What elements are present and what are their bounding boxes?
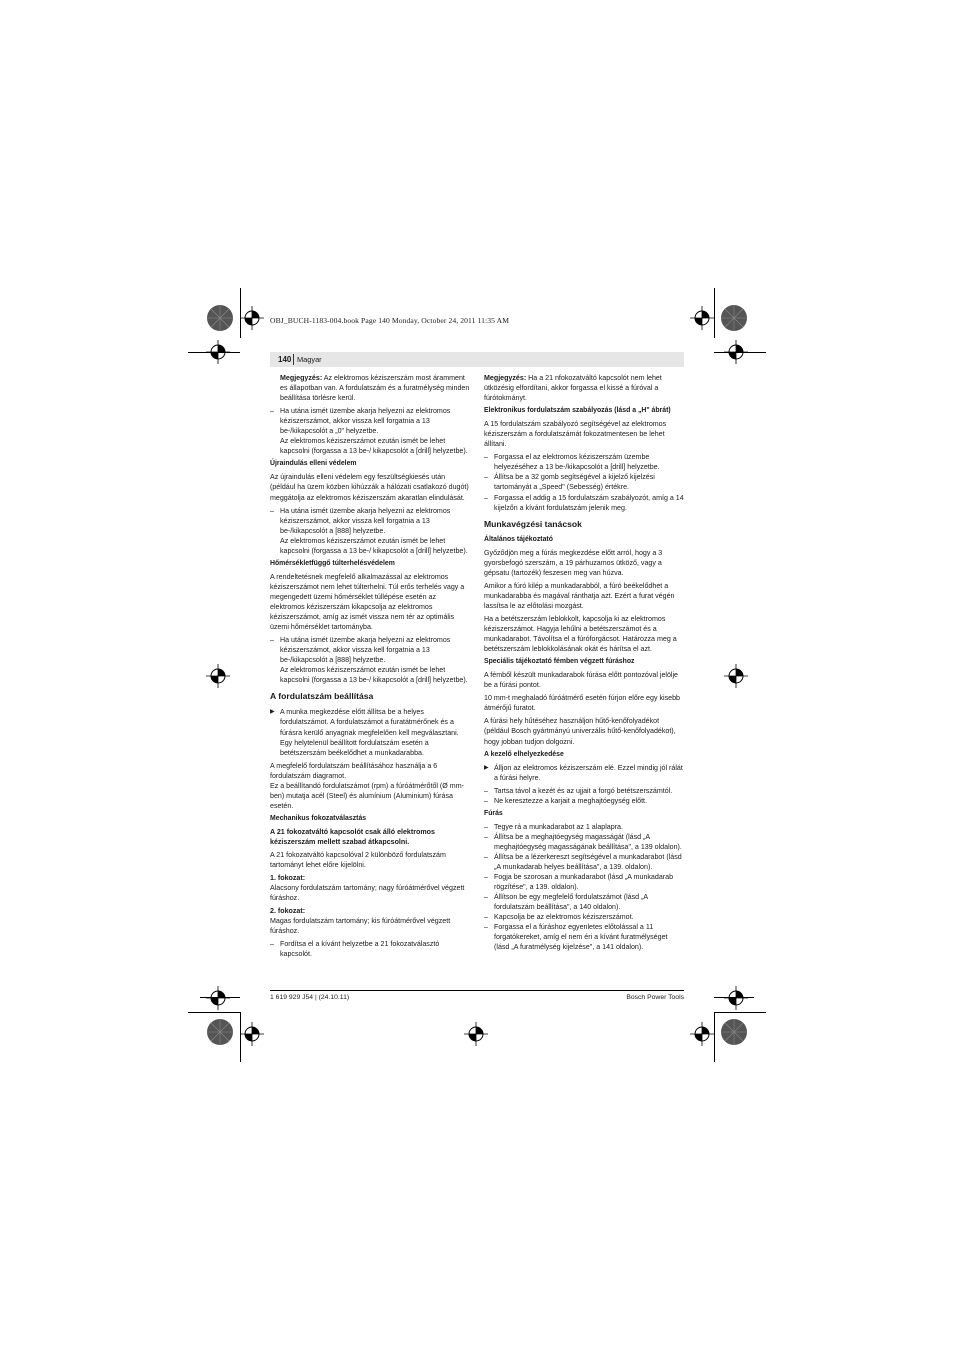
section-subtitle: Általános tájékoztató	[484, 535, 553, 543]
paragraph: Az újraindulás elleni védelem egy feszültségkiesés után (például ha üzem közben kihúzzák a hálózati csatlakozó dugót) meggátolja az elektromos kéziszerszám akaratlan elindulását.	[270, 473, 469, 502]
header-divider	[293, 354, 294, 365]
section-subtitle: Elektronikus fordulatszám szabályozás (lásd a „H" ábrát)	[484, 407, 671, 415]
section-subtitle: Fúrás	[484, 809, 503, 817]
thermal-list	[270, 635, 470, 685]
paragraph-text: Ez a beállítandó fordulatszámot (rpm) a fúróátmérőtől (Ø mm-ben) mutatja acél (Steel) és alumínium (Aluminium) fúrása esetén.	[270, 781, 464, 810]
paragraph: Ha a betétszerszám leblokkolt, kapcsolja ki az elektromos kéziszerszámot. Hagyja lehűlni a betétszerszámot és a munkadarabot. Távolítsa el a fúróforgácsot. Határozza meg a betétszerszám leblokkolásának okát és hárítsa el azt.	[484, 614, 677, 654]
elec-list	[484, 452, 684, 512]
operator-list	[484, 786, 684, 806]
gear-title: 1. fokozat:	[270, 874, 306, 883]
section-title: A fordulatszám beállítása	[270, 691, 374, 702]
list-item-text: Az elektromos kéziszerszámot ezután ismét be lehet kapcsolni (forgassa a 13 be-/ kikapcsolót a [drill] helyzetbe).	[280, 536, 468, 555]
paragraph	[270, 761, 470, 811]
footer-rule	[270, 990, 684, 991]
page-number: 140	[278, 355, 292, 364]
registration-mark-icon	[724, 986, 748, 1010]
paragraph-text: A megfelelő fordulatszám beállításához használja a 6 fordulatszám diagramot.	[270, 761, 438, 780]
color-calibration-disc-icon	[720, 304, 748, 332]
registration-mark-icon	[206, 340, 230, 364]
footer-brand: Bosch Power Tools	[626, 994, 684, 1001]
warning-paragraph: ▶ A munka megkezdése előtt állítsa be a helyes fordulatszámot. A fordulatszámot a furatátmérőnek és a fúrásra kerülő anyagnak megfelelően kell megválasztani. Egy helytelenül beállított fordulatszám esetén a betétszerszám beékelődhet a munkadarabba.	[270, 707, 470, 757]
restart-list	[270, 506, 470, 556]
registration-mark-icon	[464, 1022, 488, 1046]
print-slug: OBJ_BUCH-1183-004.book Page 140 Monday, October 24, 2011 11:35 AM	[270, 316, 510, 325]
paragraph: A fúrási hely hűtéséhez használjon hűtő-kenőfolyadékot (például Bosch gyártmányú univerzális hűtő-kenőfolyadékot), hogy jobban tudjon dolgozni.	[484, 717, 676, 746]
paragraph: Amikor a fúró kilép a munkadarabból, a fúró beékelődhet a munkadarabba és magával ránthatja azt. Ezért a furat végén lassítsa le az előtolási mozgást.	[484, 581, 675, 610]
section-subtitle: A kezelő elhelyezkedése	[484, 750, 564, 758]
section-subtitle: Mechanikus fokozatválasztás	[270, 814, 367, 822]
list-item-text: Ha utána ismét üzembe akarja helyezni az elektromos kéziszerszámot, akkor vissza kell forgatnia a 13 be-/kikapcsolót a [888] helyzetbe.	[280, 636, 451, 665]
note-text: Az elektromos kéziszerszám most áramment es állapotban van. A fordulatszám és a furatmélység minden beállítása törlésre kerül.	[280, 374, 470, 403]
color-calibration-disc-icon	[206, 1018, 234, 1046]
gear-list	[270, 939, 470, 959]
list-item-text: Ha utána ismét üzembe akarja helyezni az elektromos kéziszerszámot, akkor vissza kell forgatnia a 13 be-/kikapcsolót a „0" helyzetbe.	[280, 407, 451, 436]
registration-mark-icon	[724, 340, 748, 364]
gear-text: Magas fordulatszám tartomány; kis fúróátmérővel végzett fúráshoz.	[270, 917, 451, 936]
list-item-text: Az elektromos kéziszerszámot ezután ismét be lehet kapcsolni (forgassa a 13 be-/ kikapcsolót a [drill] helyzetbe).	[280, 666, 468, 685]
list-item-text: Az elektromos kéziszerszámot ezután ismét be lehet kapcsolni (forgassa a 13 be-/ kikapcsolót a [drill] helyzetbe).	[280, 437, 468, 456]
note-text: Ha a 21 nfokozatváltó kapcsolót nem lehet ütközésig elfordítani, akkor forgassa el kissé a fúróval a fúrótokmányt.	[484, 374, 662, 403]
drill-list	[484, 822, 684, 953]
list-item: – Ne keresztezze a karjait a meghajtóegység előtt.	[484, 796, 684, 806]
gear-title: 2. fokozat:	[270, 907, 306, 916]
registration-mark-icon	[724, 664, 748, 688]
registration-mark-icon	[690, 1022, 714, 1046]
paragraph: 10 mm-t meghaladó fúróátmérő esetén fúrjon előre egy kisebb átmérőjű furatot.	[484, 694, 680, 713]
section-subtitle: Speciális tájékoztató fémben végzett fúráshoz	[484, 658, 635, 666]
list-item	[270, 506, 470, 556]
section-subtitle: Újraindulás elleni védelem	[270, 460, 357, 468]
gear-text: Alacsony fordulatszám tartomány; nagy fúróátmérővel végzett fúráshoz.	[270, 884, 465, 903]
page-header	[270, 352, 684, 367]
list-item: – Forgassa el addig a 15 fordulatszám szabályozót, amíg a 14 kijelzőn a kívánt fordulatszám jelenik meg.	[484, 493, 684, 513]
paragraph: A fémből készült munkadarabok fúrása előtt pontozóval jelölje be a fúrási pontot.	[484, 671, 679, 690]
registration-mark-icon	[240, 306, 264, 330]
note-list	[270, 406, 470, 456]
note-paragraph	[484, 373, 684, 403]
list-item: – Állítson be egy megfelelő fordulatszámot (lásd „A fordulatszám beállítása", a 140 oldalon).	[484, 892, 684, 912]
footer-doc-id: 1 619 929 J54 | (24.10.11)	[270, 994, 350, 1001]
paragraph: Győződjön meg a fúrás megkezdése előtt arról, hogy a 3 gyorsbefogó szerszám, a 19 párhuzamos ütköző, vagy a gépsatu (tartozék) feszesen meg van húzva.	[484, 548, 663, 577]
note-paragraph	[270, 373, 470, 403]
registration-mark-icon	[206, 986, 230, 1010]
paragraph: A 15 fordulatszám szabályozó segítségével az elektromos kéziszerszám a fordulatszámát fokozatmentesen be lehet állítani.	[484, 420, 667, 449]
paragraph	[270, 873, 470, 903]
list-item: – Állítsa be a meghajtóegység magasságát (lásd „A meghajtóegység magasságának beállítása", a 139 oldalon).	[484, 832, 684, 852]
registration-mark-icon	[690, 306, 714, 330]
list-item: – Tartsa távol a kezét és az ujjait a forgó betétszerszámtól.	[484, 786, 684, 796]
list-item	[270, 635, 470, 685]
list-item: – Fogja be szorosan a munkadarabot (lásd „A munkadarab rögzítése", a 139. oldalon).	[484, 872, 684, 892]
list-item: – Állítsa be a lézerkereszt segítségével a munkadarabot (lásd „A munkadarab helyes beállítása", a 139. oldalon).	[484, 852, 684, 872]
color-calibration-disc-icon	[206, 304, 234, 332]
right-column	[484, 373, 684, 955]
paragraph: A 21 fokozatváltó kapcsolóval 2 különböző fordulatszám tartományt lehet előre kijelölni.	[270, 851, 446, 870]
warning-paragraph: ▶ Álljon az elektromos kéziszerszám elé. Ezzel mindig jól rálát a fúrási helyre.	[484, 763, 684, 783]
note-label: Megjegyzés:	[280, 374, 323, 382]
registration-mark-icon	[206, 664, 230, 688]
paragraph: A rendeltetésnek megfelelő alkalmazással az elektromos kéziszerszámot nem lehet túlterhelni. Túl erős terhelés vagy a megengedett üzemi hőmérséklet túllépése esetén az elektromos kéziszerszám kikapcsolja az elektromos kéziszerszámot, amíg az ismét vissza nem tér az optimális üzemi hőmérséklet tartományba.	[270, 572, 465, 632]
registration-mark-icon	[240, 1022, 264, 1046]
list-item: – Fordítsa el a kívánt helyzetbe a 21 fokozatválasztó kapcsolót.	[270, 939, 470, 959]
color-calibration-disc-icon	[720, 1018, 748, 1046]
list-item: – Állítsa be a 32 gomb segítségével a kijelző kijelzési tartományát a „Speed" (Sebesség) értékre.	[484, 472, 684, 492]
section-title: Munkavégzési tanácsok	[484, 518, 582, 529]
paragraph	[270, 906, 470, 936]
list-item: – Forgassa el az elektromos kéziszerszám üzembe helyezéséhez a 13 be-/kikapcsolót a [drill] helyzetbe.	[484, 452, 684, 472]
left-column	[270, 373, 470, 962]
list-item	[270, 406, 470, 456]
warning-paragraph: A 21 fokozatváltó kapcsolót csak álló elektromos kéziszerszám mellett szabad átkapcsolni.	[270, 827, 435, 846]
list-item: – Kapcsolja be az elektromos kéziszerszámot.	[484, 912, 684, 922]
section-subtitle: Hőmérsékletfüggő túlterhelésvédelem	[270, 559, 395, 567]
note-label: Megjegyzés:	[484, 374, 527, 382]
list-item: – Forgassa el a fúráshoz egyenletes előtolással a 11 forgatókereket, amíg el nem éri a kívánt furatmélységet (lásd „A furatmélység kijelzése", a 141 oldalon).	[484, 922, 684, 952]
list-item: – Tegye rá a munkadarabot az 1 alaplapra.	[484, 822, 684, 832]
language-label: Magyar	[297, 355, 322, 364]
list-item-text: Ha utána ismét üzembe akarja helyezni az elektromos kéziszerszámot, akkor vissza kell forgatnia a 13 be-/kikapcsolót a [888] helyzetbe.	[280, 506, 451, 535]
